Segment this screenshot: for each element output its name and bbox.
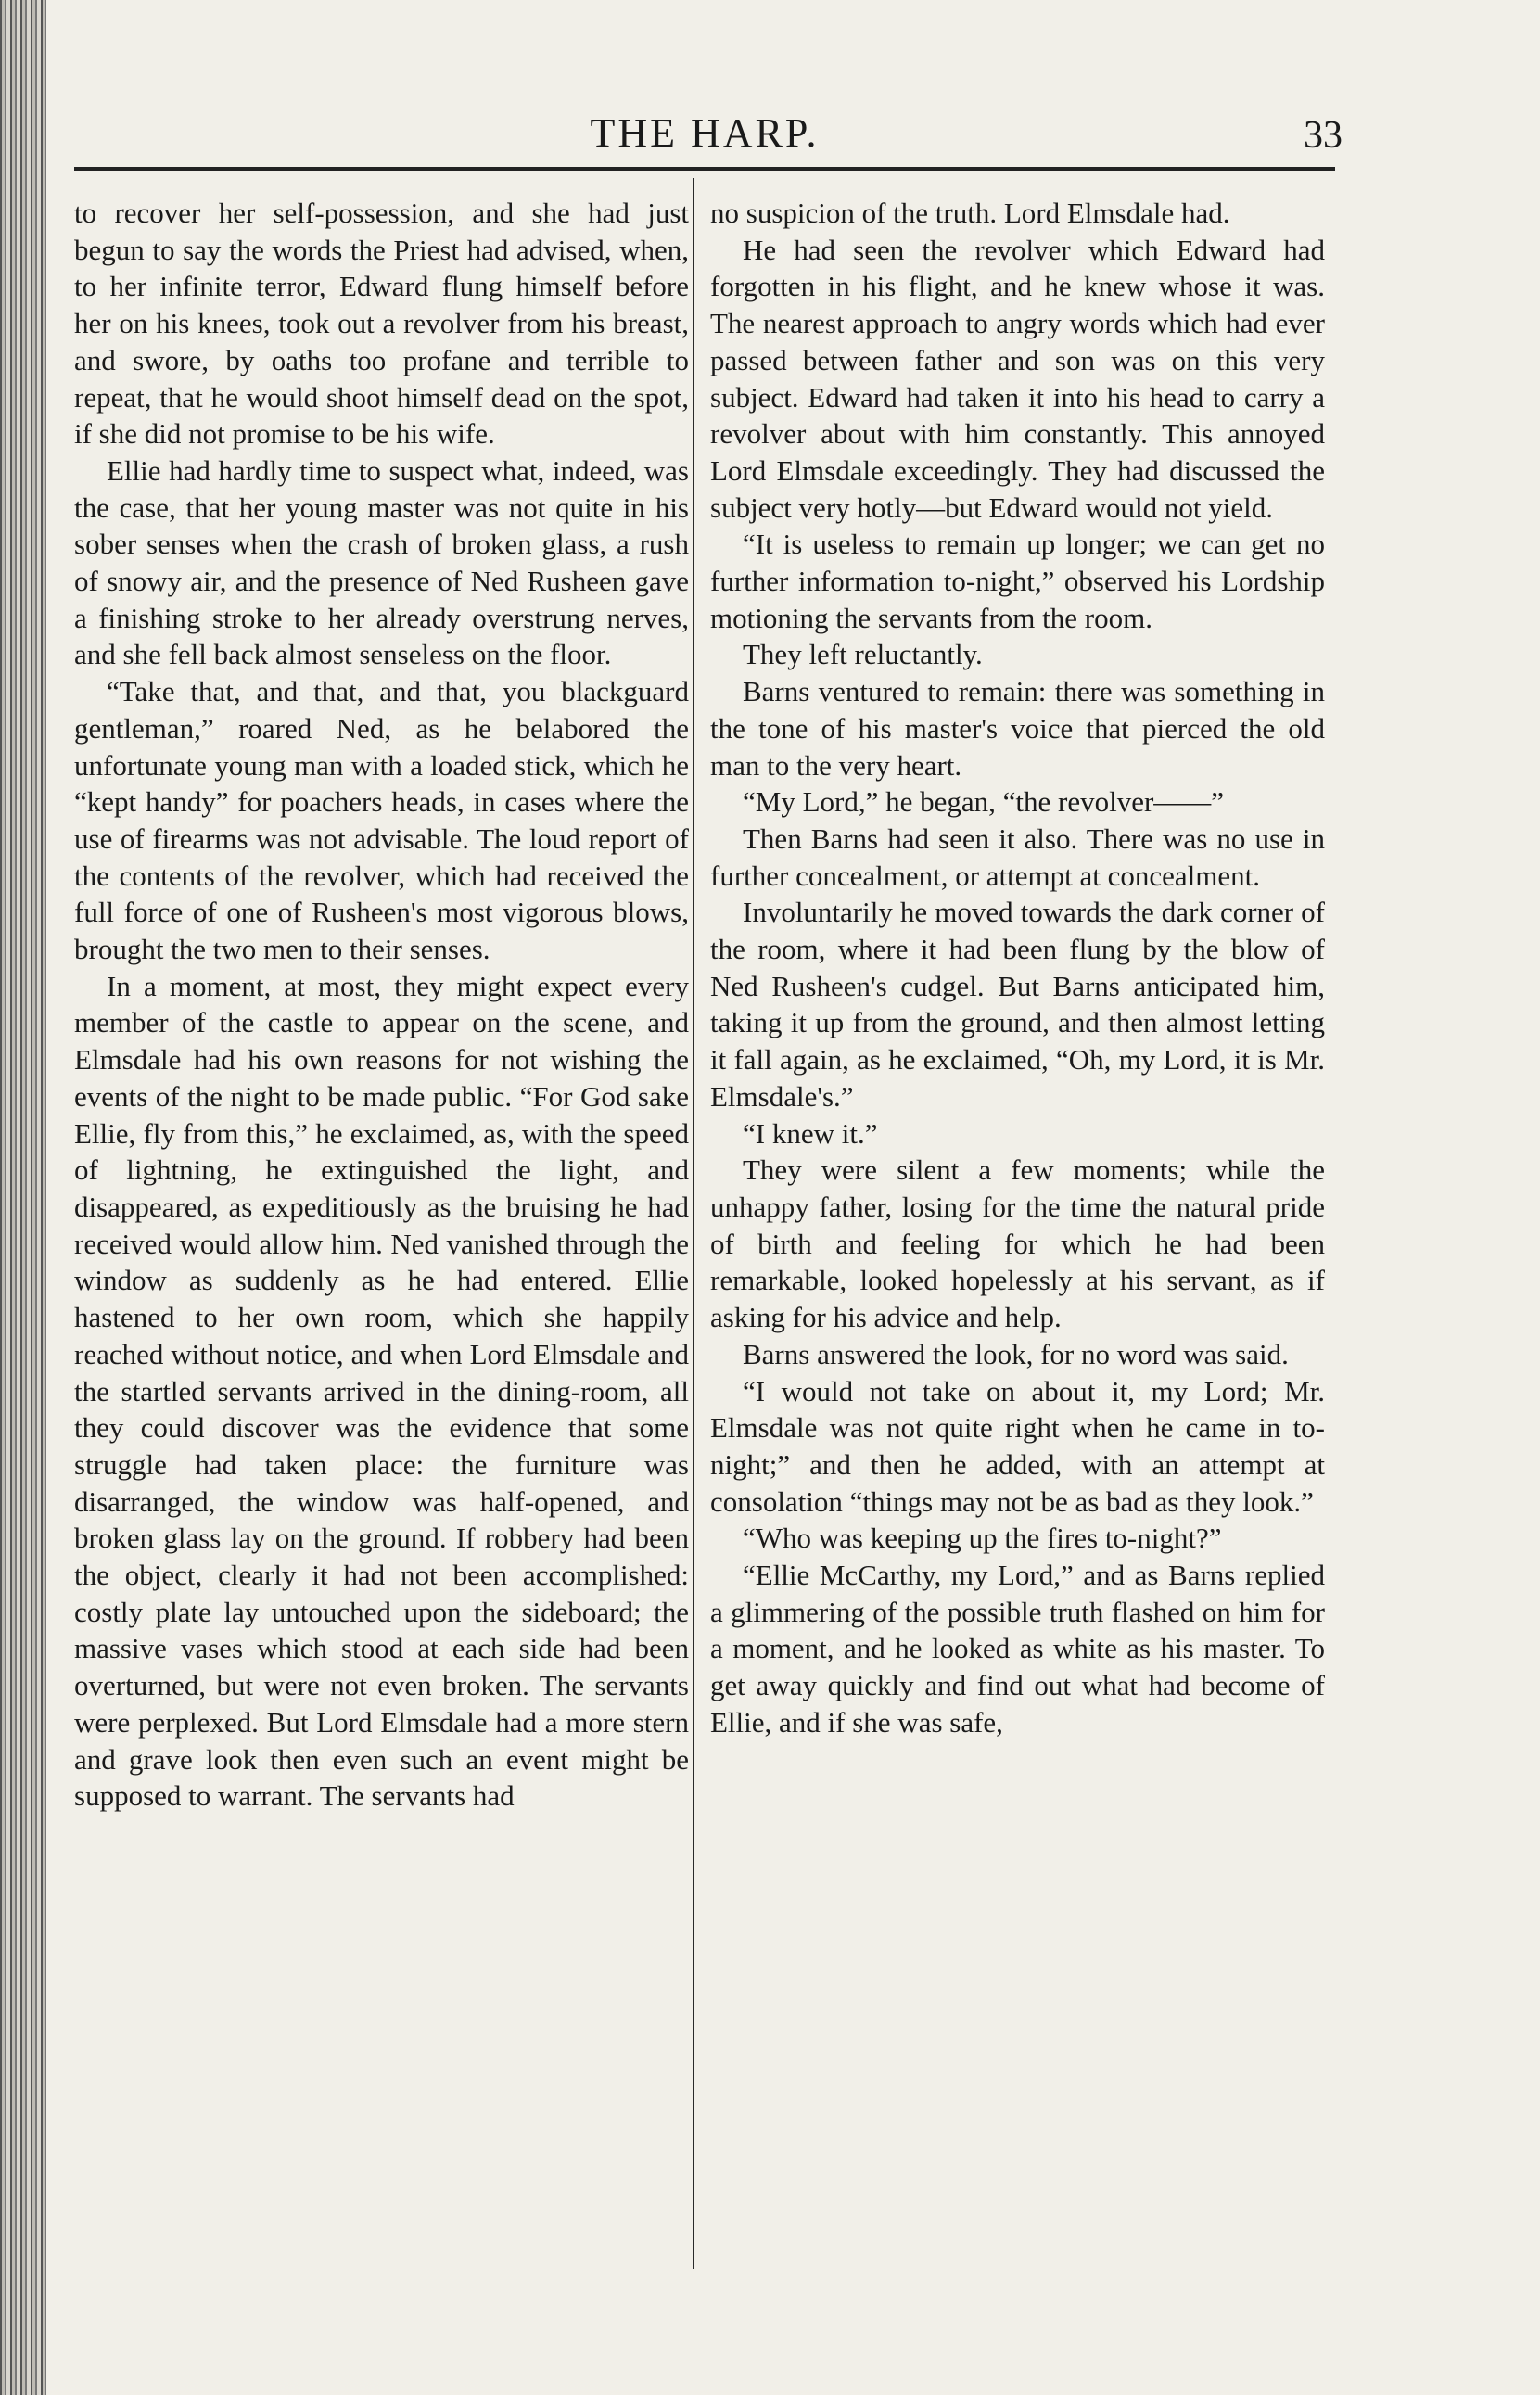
book-binding-edge [0,0,46,2395]
paragraph: to recover her self-possession, and she had just begun to say the words the Priest had advised, when, to her infinite terror, Edward flung himself before her on his knees, took out a revolver from his breast, and swore, by oaths too profane and terrible to repeat, that he would shoot himself dead on the spot, if she did not promise to be his wife. [74,197,689,451]
paragraph: In a moment, at most, they might expect every member of the castle to appear on the scene, and Elmsdale had his own reasons for not wishing the events of the night to be made public. “For God sake Ellie, fly from this,” he exclaimed, as, with the speed of lightning, he extinguished the light, and disappeared, as expeditiously as the bruising he had received would allow him. Ned vanished through the window as suddenly as he had entered. Ellie hastened to her own room, which she happily reached without notice, and when Lord Elmsdale and the startled servants arrived in the dining-room, all they could discover was the evidence that some struggle had taken place: the furniture was disarranged, the window was half-opened, and broken glass lay on the ground. If robbery had been the object, clearly it had not been accomplished: costly plate lay untouched upon the sideboard; the massive vases which stood at each side had been overturned, but were not even broken. The servants were perplexed. But Lord Elmsdale had a more stern and grave look then even such an event might be supposed to warrant. The servants had [74,969,689,1813]
paragraph: They were silent a few moments; while the unhappy father, losing for the time the natural pride of birth and feeling for which he had been remarkable, looked hopelessly at his servant, as if asking for his advice and help. [710,1153,1325,1334]
paragraph: Ellie had hardly time to suspect what, indeed, was the case, that her young master was not quite in his sober senses when the crash of broken glass, a rush of snowy air, and the presence of Ned Rusheen gave a finishing stroke to her already overstrung nerves, and she fell back almost senseless on the floor. [74,453,689,671]
paragraph: “It is useless to remain up longer; we can get no further information to-night,” observed his Lordship motioning the servants from the room. [710,528,1325,634]
paragraph: They left reluctantly. [743,638,983,671]
paragraph: no suspicion of the truth. Lord Elmsdale had. [710,197,1230,229]
header-rule [74,167,1335,171]
paragraph: “My Lord,” he began, “the revolver——” [743,785,1225,819]
left-column [74,195,689,1815]
paragraph: Barns ventured to remain: there was something in the tone of his master's voice that pierced the old man to the very heart. [710,675,1325,782]
running-title: THE HARP. [590,110,820,156]
paragraph: “Who was keeping up the fires to-night?” [743,1522,1222,1555]
right-column [710,195,1325,1741]
paragraph: “I knew it.” [743,1116,878,1150]
paragraph: Barns answered the look, for no word was said. [743,1337,1289,1370]
paragraph: “I would not take on about it, my Lord; Mr. Elmsdale was not quite right when he came in to-night;” and then he added, with an attempt at consolation “things may not be as bad as they look.” [710,1374,1325,1518]
paragraph: “Take that, and that, and that, you blackguard gentleman,” roared Ned, as he belabored the unfortunate young man with a loaded stick, which he “kept handy” for poachers heads, in cases where the use of firearms was not advisable. The loud report of the contents of the revolver, which had received the full force of one of Rusheen's most vigorous blows, brought the two men to their senses. [74,675,689,966]
page-header [74,100,1343,165]
paragraph: “Ellie McCarthy, my Lord,” and as Barns replied a glimmering of the possible truth flashed on him for a moment, and he looked as white as his master. To get away quickly and find out what had become of Ellie, and if she was safe, [710,1559,1325,1739]
paragraph: He had seen the revolver which Edward had forgotten in his flight, and he knew whose it was. The nearest approach to angry words which had ever passed between father and son was on this very subject. Edward had taken it into his head to carry a revolver about with him constantly. This annoyed Lord Elmsdale exceedingly. They had discussed the subject very hotly—but Edward would not yield. [710,233,1325,524]
column-divider [693,178,694,2269]
page-number: 33 [1304,114,1343,157]
paragraph: Involuntarily he moved towards the dark corner of the room, where it had been flung by the blow of Ned Rusheen's cudgel. But Barns anticipated him, taking it up from the ground, and then almost letting it fall again, as he exclaimed, “Oh, my Lord, it is Mr. Elmsdale's.” [710,896,1325,1113]
paragraph: Then Barns had seen it also. There was no use in further concealment, or attempt at concealment. [710,822,1325,892]
